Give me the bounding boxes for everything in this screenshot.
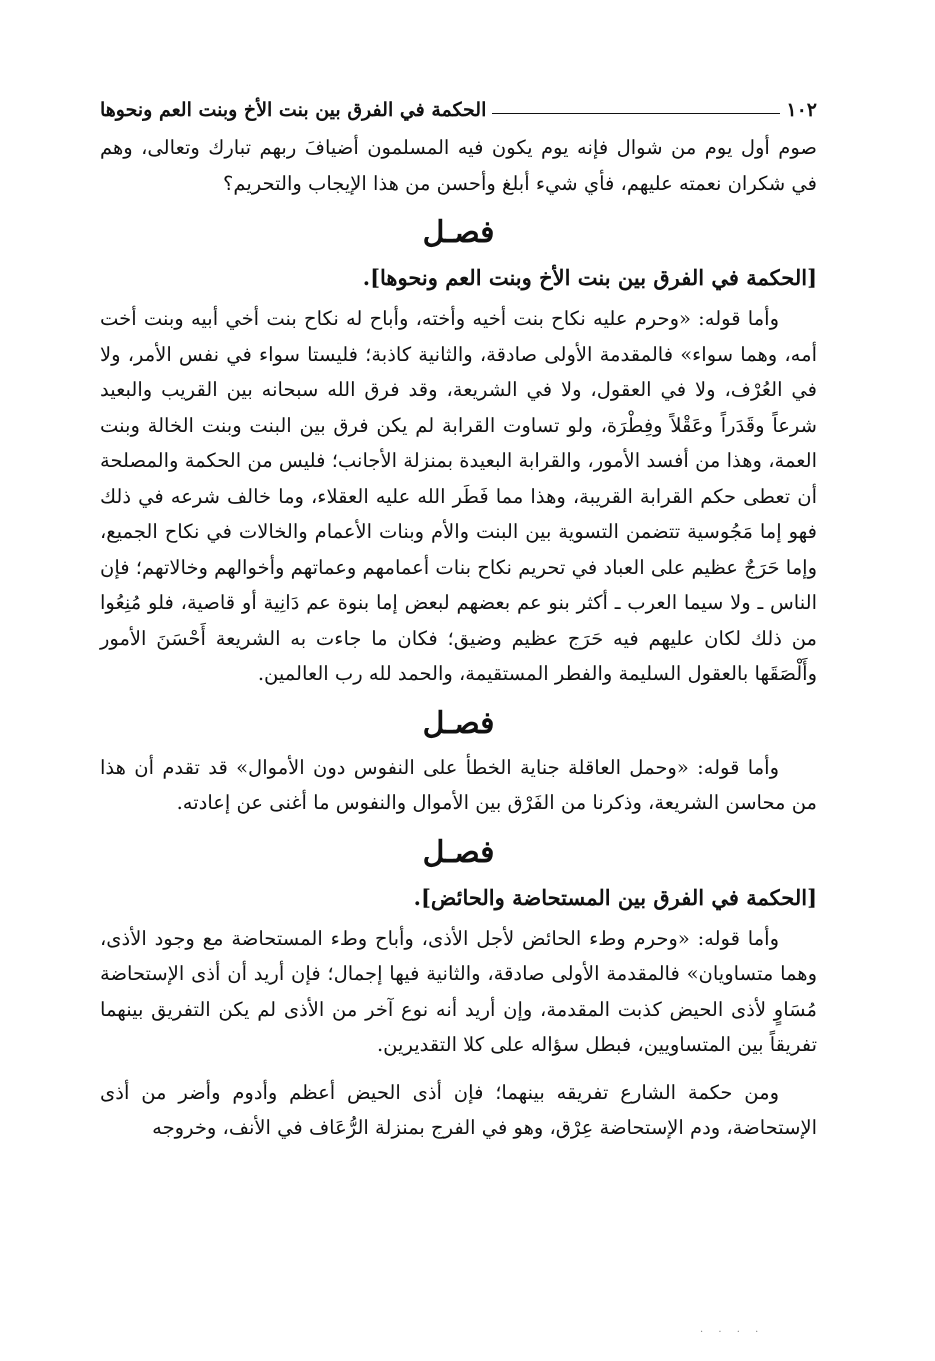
paragraph-5: ومن حكمة الشارع تفريقه بينهما؛ فإن أذى الحيض أعظم وأدوم وأضر من أذى الإستحاضة، ودم الإستحاضة عِرْق، وهو في الفرج بمنزلة الرُّعَاف في الأنف، وخروجه xyxy=(100,1080,817,1139)
running-title: الحكمة في الفرق بين بنت الأخ وبنت العم ونحوها xyxy=(100,99,487,121)
section-heading-3: فصـل xyxy=(422,834,495,870)
paragraph-3: وأما قوله: «وحمل العاقلة جناية الخطأ على النفوس دون الأموال» قد تقدم أن هذا من محاسن الشريعة، وذكرنا من الفَرْق بين الأموال والنفوس ما أغنى عن إعادته. xyxy=(100,755,817,814)
running-header xyxy=(100,90,817,130)
paragraph-1: صوم أول يوم من شوال فإنه يوم يكون فيه المسلمون أضيافَ ربهم تبارك وتعالى، وهم في شكران نعمته عليهم، فأي شيء أبلغ وأحسن من هذا الإيجاب والتحريم؟ xyxy=(100,136,817,195)
section-title-2: [الحكمة في الفرق بين المستحاضة والحائض]. xyxy=(413,884,817,910)
header-rule xyxy=(492,113,780,114)
paragraph-2: وأما قوله: «وحرم عليه نكاح بنت أخيه وأخته، وأباح له نكاح بنت أخي أبيه وبنت أخت أمه، وهما سواء» فالمقدمة الأولى صادقة، والثانية كاذبة؛ فليستا سواء في نفس الأمر، ولا في العُرْف، ولا في العقول، ولا في الشريعة، وقد فرق الله سبحانه بين القريب والبعيد شرعاً وقَدَراً وعَقْلاً وفِطْرَة، ولو تساوت القرابة لم يكن فرق بين البنت وبنت الخالة وبنت العمة، وهذا من أفسد الأمور، والقرابة البعيدة بمنزلة الأجانب؛ فليس من الحكمة والمصلحة أن تعطى حكم القرابة القريبة، وهذا مما فَطَر الله عليه العقلاء، وما خالف شرعه في ذلك فهو إما مَجُوسية تتضمن التسوية بين البنت والأم وبنات الأعمام والخالات في نكاح الجميع، وإما حَرَجٌ عظيم على العباد في تحريم نكاح بنات أعمامهم وعماتهم وأخوالهم وخالاتهم؛ فإن الناس ـ ولا سيما العرب ـ أكثر بنو عم بعضهم لبعض إما بنوة عم دَانِية أو قاصية، فلو مُنِعُوا من ذلك لكان عليهم فيه حَرَج عظيم وضيق؛ فكان ما جاءت به الشريعة أَحْسَنَ الأمور وأَلْصَقَها بالعقول السليمة والفطر المستقيمة، والحمد لله رب العالمين. xyxy=(100,307,817,685)
paragraph-4: وأما قوله: «وحرم وطء الحائض لأجل الأذى، وأباح وطء المستحاضة مع وجود الأذى، وهما متساويان» فالمقدمة الأولى صادقة، والثانية فيها إجمال؛ فإن أريد أن أذى الإستحاضة مُسَاوٍ لأذى الحيض كذبت المقدمة، وإن أريد أنه نوع آخر من الأذى لم يكن التفريق بينهما تفريقاً بين المتساويين، فبطل سؤاله على كلا التقديرين. xyxy=(100,926,817,1056)
section-title-1: [الحكمة في الفرق بين بنت الأخ وبنت العم ونحوها]. xyxy=(362,265,817,290)
section-heading-1: فصـل xyxy=(422,215,495,250)
paragraph-gap xyxy=(100,1063,817,1075)
scan-specks: · · · · xyxy=(700,1327,765,1338)
section-heading-2: فصـل xyxy=(422,705,495,741)
page-number: ١٠٢ xyxy=(786,99,817,121)
